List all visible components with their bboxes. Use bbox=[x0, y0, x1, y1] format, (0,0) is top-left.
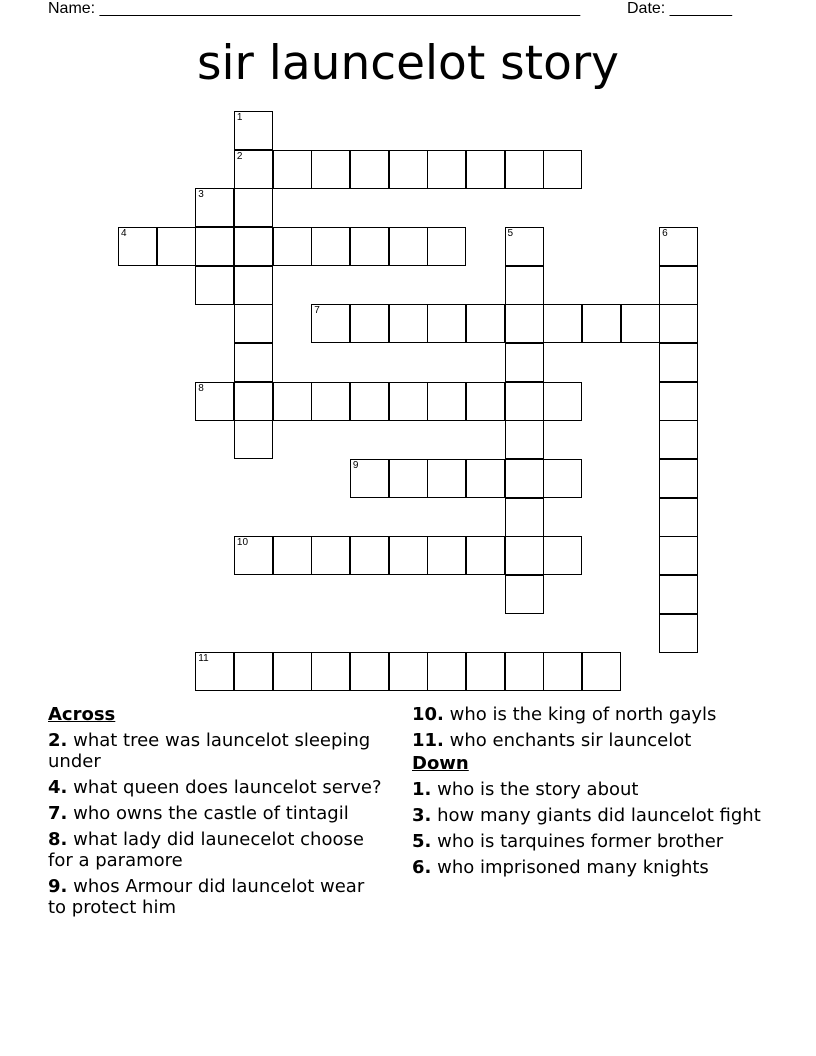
clue-text: who is tarquines former brother bbox=[437, 831, 724, 852]
grid-cell[interactable] bbox=[543, 382, 582, 421]
grid-cell[interactable] bbox=[157, 227, 196, 266]
clue-number-label: 8 bbox=[198, 382, 204, 394]
clue-number: 10. bbox=[412, 704, 444, 725]
grid-cell[interactable] bbox=[195, 188, 234, 227]
grid-cell[interactable] bbox=[505, 343, 544, 382]
grid-cell[interactable] bbox=[543, 304, 582, 343]
grid-cell[interactable] bbox=[659, 459, 698, 498]
grid-cell[interactable] bbox=[505, 575, 544, 614]
grid-cell[interactable] bbox=[234, 111, 273, 150]
grid-cell[interactable] bbox=[659, 420, 698, 459]
across-clue bbox=[48, 803, 388, 824]
clues-column-left bbox=[48, 704, 388, 923]
grid-cell[interactable] bbox=[505, 420, 544, 459]
clue-text: who owns the castle of tintagil bbox=[73, 803, 349, 824]
clue-number: 3. bbox=[412, 805, 432, 826]
grid-cell[interactable] bbox=[195, 652, 234, 691]
grid-cell[interactable] bbox=[543, 536, 582, 575]
grid-cell[interactable] bbox=[234, 652, 273, 691]
clues-column-right bbox=[412, 704, 762, 883]
clue-text: whos Armour did launcelot wear to protect him bbox=[48, 876, 365, 918]
clue-number-label: 1 bbox=[236, 112, 243, 123]
clue-number-label: 10 bbox=[236, 537, 249, 549]
grid-cell[interactable] bbox=[273, 536, 312, 575]
grid-cell[interactable] bbox=[582, 304, 621, 343]
grid-cell[interactable] bbox=[273, 150, 312, 189]
grid-cell[interactable] bbox=[466, 652, 505, 691]
grid-cell[interactable] bbox=[505, 266, 544, 305]
clue-number: 8. bbox=[48, 829, 68, 850]
grid-cell[interactable] bbox=[505, 382, 544, 421]
grid-cell[interactable] bbox=[389, 304, 428, 343]
grid-cell[interactable] bbox=[234, 150, 273, 189]
grid-cell[interactable] bbox=[427, 652, 466, 691]
grid-cell[interactable] bbox=[505, 227, 544, 266]
grid-cell[interactable] bbox=[659, 498, 698, 537]
grid-cell[interactable] bbox=[427, 150, 466, 189]
clue-number: 4. bbox=[48, 777, 68, 798]
grid-cell[interactable] bbox=[234, 420, 273, 459]
across-clue bbox=[48, 777, 388, 798]
clue-number-label: 2 bbox=[236, 150, 243, 162]
down-clue bbox=[412, 831, 762, 852]
clue-number: 1. bbox=[412, 779, 432, 800]
grid-cell[interactable] bbox=[427, 536, 466, 575]
page-title: sir launcelot story bbox=[197, 36, 619, 91]
across-clue bbox=[48, 876, 388, 918]
grid-cell[interactable] bbox=[273, 652, 312, 691]
grid-cell[interactable] bbox=[543, 150, 582, 189]
clue-text: what lady did launecelot choose for a paramore bbox=[48, 829, 364, 871]
clue-number: 2. bbox=[48, 730, 68, 751]
clue-number-label: 9 bbox=[352, 459, 359, 471]
across-clue bbox=[48, 829, 388, 871]
clue-number-label: 6 bbox=[662, 227, 668, 239]
grid-cell[interactable] bbox=[311, 227, 350, 266]
clue-number-label: 5 bbox=[507, 227, 514, 239]
grid-cell[interactable] bbox=[195, 227, 234, 266]
grid-cell[interactable] bbox=[505, 459, 544, 498]
grid-cell[interactable] bbox=[505, 652, 544, 691]
grid-cell[interactable] bbox=[466, 536, 505, 575]
grid-cell[interactable] bbox=[466, 459, 505, 498]
grid-cell[interactable] bbox=[234, 266, 273, 305]
clue-text: who enchants sir launcelot bbox=[449, 730, 692, 751]
grid-cell[interactable] bbox=[234, 343, 273, 382]
grid-cell[interactable] bbox=[273, 227, 312, 266]
clue-number-label: 7 bbox=[314, 305, 320, 317]
clue-number: 11. bbox=[412, 730, 444, 751]
grid-cell[interactable] bbox=[505, 150, 544, 189]
grid-cell[interactable] bbox=[659, 227, 698, 266]
grid-cell[interactable] bbox=[466, 304, 505, 343]
across-heading: Across bbox=[48, 704, 116, 725]
grid-cell[interactable] bbox=[427, 227, 466, 266]
grid-cell[interactable] bbox=[311, 150, 350, 189]
down-clue bbox=[412, 857, 762, 878]
grid-cell[interactable] bbox=[350, 652, 389, 691]
grid-cell[interactable] bbox=[195, 382, 234, 421]
name-field-label: Name: ______________________________________________________ bbox=[48, 0, 581, 17]
grid-cell[interactable] bbox=[350, 227, 389, 266]
grid-cell[interactable] bbox=[543, 459, 582, 498]
grid-cell[interactable] bbox=[466, 382, 505, 421]
grid-cell[interactable] bbox=[311, 382, 350, 421]
grid-cell[interactable] bbox=[311, 652, 350, 691]
grid-cell[interactable] bbox=[389, 459, 428, 498]
grid-cell[interactable] bbox=[582, 652, 621, 691]
grid-cell[interactable] bbox=[659, 575, 698, 614]
grid-cell[interactable] bbox=[234, 536, 273, 575]
grid-cell[interactable] bbox=[350, 382, 389, 421]
grid-cell[interactable] bbox=[505, 536, 544, 575]
clue-text: what tree was launcelot sleeping under bbox=[48, 730, 371, 772]
grid-cell[interactable] bbox=[389, 227, 428, 266]
grid-cell[interactable] bbox=[234, 188, 273, 227]
grid-cell[interactable] bbox=[273, 382, 312, 421]
grid-cell[interactable] bbox=[659, 614, 698, 653]
grid-cell[interactable] bbox=[350, 459, 389, 498]
grid-cell[interactable] bbox=[543, 652, 582, 691]
down-heading: Down bbox=[412, 753, 469, 774]
grid-cell[interactable] bbox=[466, 150, 505, 189]
grid-cell[interactable] bbox=[234, 382, 273, 421]
clue-number-label: 4 bbox=[121, 227, 127, 239]
grid-cell[interactable] bbox=[234, 304, 273, 343]
grid-cell[interactable] bbox=[389, 536, 428, 575]
grid-cell[interactable] bbox=[389, 652, 428, 691]
across-clue bbox=[412, 730, 762, 751]
grid-cell[interactable] bbox=[195, 266, 234, 305]
clue-text: how many giants did launcelot fight bbox=[437, 805, 761, 826]
grid-cell[interactable] bbox=[311, 304, 350, 343]
grid-cell[interactable] bbox=[427, 459, 466, 498]
grid-cell[interactable] bbox=[659, 382, 698, 421]
grid-cell[interactable] bbox=[234, 227, 273, 266]
grid-cell[interactable] bbox=[505, 304, 544, 343]
clue-number: 6. bbox=[412, 857, 432, 878]
across-clue bbox=[48, 730, 388, 772]
grid-cell[interactable] bbox=[659, 266, 698, 305]
grid-cell[interactable] bbox=[389, 150, 428, 189]
grid-cell[interactable] bbox=[659, 304, 698, 343]
grid-cell[interactable] bbox=[659, 536, 698, 575]
grid-cell[interactable] bbox=[350, 150, 389, 189]
clue-number: 5. bbox=[412, 831, 432, 852]
grid-cell[interactable] bbox=[505, 498, 544, 537]
down-clue bbox=[412, 779, 762, 800]
clue-number-label: 11 bbox=[198, 653, 209, 665]
clue-text: who is the king of north gayls bbox=[449, 704, 717, 725]
grid-cell[interactable] bbox=[311, 536, 350, 575]
grid-cell[interactable] bbox=[659, 343, 698, 382]
across-clue bbox=[412, 704, 762, 725]
date-field-label: Date: _______ bbox=[627, 0, 732, 17]
down-clue bbox=[412, 805, 762, 826]
grid-cell[interactable] bbox=[427, 382, 466, 421]
grid-cell[interactable] bbox=[118, 227, 157, 266]
header bbox=[48, 0, 748, 20]
grid-cell[interactable] bbox=[350, 536, 389, 575]
clue-number: 9. bbox=[48, 876, 68, 897]
clue-text: who is the story about bbox=[437, 779, 639, 800]
clue-text: who imprisoned many knights bbox=[437, 857, 709, 878]
grid-cell[interactable] bbox=[427, 304, 466, 343]
grid-cell[interactable] bbox=[389, 382, 428, 421]
grid-cell[interactable] bbox=[350, 304, 389, 343]
clue-number-label: 3 bbox=[198, 189, 204, 201]
grid-cell[interactable] bbox=[621, 304, 660, 343]
clue-text: what queen does launcelot serve? bbox=[73, 777, 382, 798]
clue-number: 7. bbox=[48, 803, 68, 824]
